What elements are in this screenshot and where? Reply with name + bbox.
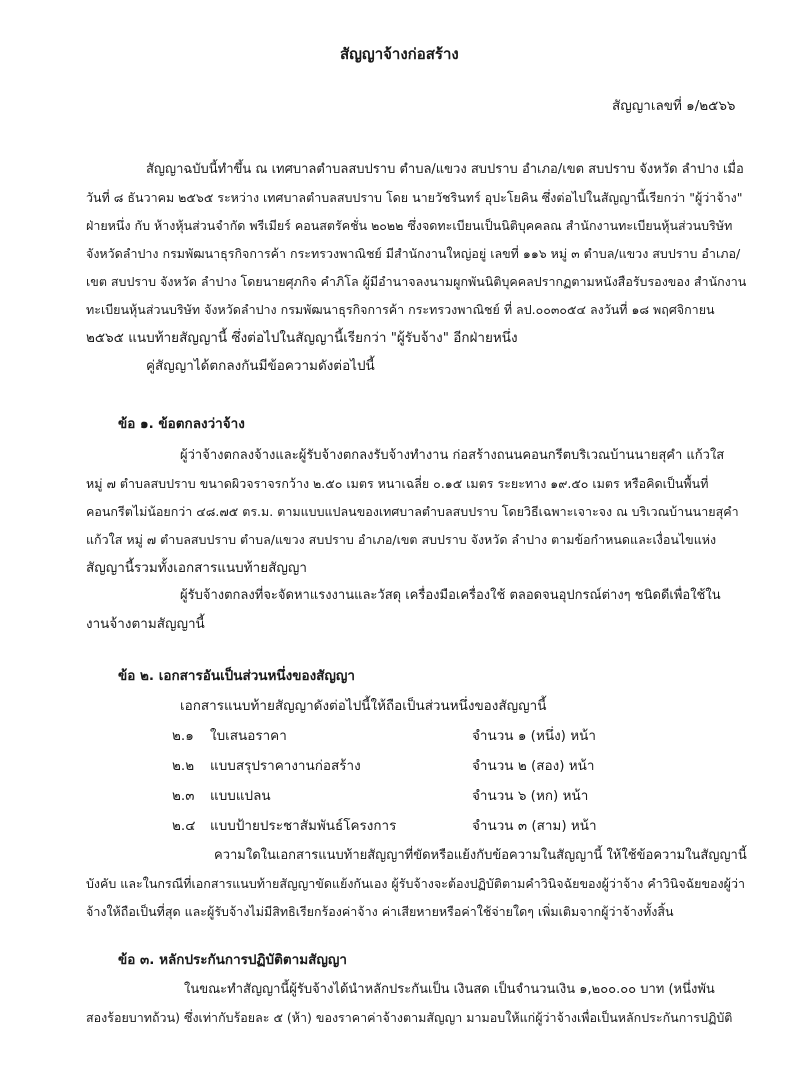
attachment-count: จำนวน ๓ (สาม) หน้า — [472, 818, 597, 834]
attachment-number: ๒.๑ — [172, 728, 194, 744]
attachment-number: ๒.๔ — [172, 818, 196, 834]
contract-number: สัญญาเลขที่ ๑/๒๕๖๖ — [612, 98, 736, 114]
section1-line: ผู้รับจ้างตกลงที่จะจัดหาแรงงานและวัสดุ เครื่องมือเครื่องใช้ ตลอดจนอุปกรณ์ต่างๆ ชนิดดีเพื่อใช้ใน — [180, 588, 721, 603]
intro-line: ฝ่ายหนึ่ง กับ ห้างหุ้นส่วนจำกัด พรีเมียร์ คอนสตรัคชั่น ๒๐๒๒ ซึ่งจดทะเบียนเป็นนิติบุคคลณ สำนักงานทะเบียนหุ้นส่วนบริษัท — [86, 218, 733, 233]
intro-line: ทะเบียนหุ้นส่วนบริษัท จังหวัดลำปาง กรมพัฒนาธุรกิจการค้า กระทรวงพาณิชย์ ที่ ลป.๐๐๓๐๕๔ ลงวันที่ ๑๘ พฤศจิกายน — [86, 302, 715, 317]
attachment-name: แบบแปลน — [210, 788, 271, 804]
section1-line: คอนกรีตไม่น้อยกว่า ๔๘.๗๕ ตร.ม. ตามแบบแปลนของเทศบาลตำบลสบปราบ โดยวิธีเฉพาะเจาะจง ณ บริเวณบ้านนายสุคำ — [86, 504, 739, 519]
intro-line: วันที่ ๘ ธันวาคม ๒๕๖๕ ระหว่าง เทศบาลตำบลสบปราบ โดย นายวัชรินทร์ อุปะโยคิน ซึ่งต่อไปในสัญญานี้เรียกว่า "ผู้ว่าจ้าง" — [86, 190, 743, 205]
attachment-count: จำนวน ๒ (สอง) หน้า — [472, 758, 595, 774]
section1-line: หมู่ ๗ ตำบลสบปราบ ขนาดผิวจราจรกว้าง ๒.๕๐ เมตร หนาเฉลี่ย ๐.๑๕ เมตร ระยะทาง ๑๙.๕๐ เมตร หรือคิดเป็นพื้นที่ — [86, 476, 709, 491]
document-title: สัญญาจ้างก่อสร้าง — [340, 45, 459, 63]
section3-line: ในขณะทำสัญญานี้ผู้รับจ้างได้นำหลักประกันเป็น เงินสด เป็นจำนวนเงิน ๑,๒๐๐.๐๐ บาท (หนึ่งพัน — [184, 982, 715, 997]
section1-line: สัญญานี้รวมทั้งเอกสารแนบท้ายสัญญา — [86, 560, 307, 576]
attachment-name: แบบสรุปราคางานก่อสร้าง — [210, 758, 361, 774]
intro-line: สัญญาฉบับนี้ทำขึ้น ณ เทศบาลตำบลสบปราบ ตำบล/แขวง สบปราบ อำเภอ/เขต สบปราบ จังหวัด ลำปาง เมื่อ — [146, 162, 744, 177]
attachment-name: แบบป้ายประชาสัมพันธ์โครงการ — [210, 818, 397, 834]
intro-line: ๒๕๖๕ แนบท้ายสัญญานี้ ซึ่งต่อไปในสัญญานี้เรียกว่า "ผู้รับจ้าง" อีกฝ่ายหนึ่ง — [86, 330, 518, 346]
attachment-number: ๒.๓ — [172, 788, 195, 804]
section1-line: งานจ้างตามสัญญานี้ — [86, 616, 205, 632]
attachment-name: ใบเสนอราคา — [210, 728, 287, 744]
section-heading-2: ข้อ ๒. เอกสารอันเป็นส่วนหนึ่งของสัญญา — [118, 668, 356, 684]
section2-line: ความใดในเอกสารแนบท้ายสัญญาที่ขัดหรือแย้งกับข้อความในสัญญานี้ ให้ใช้ข้อความในสัญญานี้ — [214, 848, 747, 863]
attachment-count: จำนวน ๖ (หก) หน้า — [472, 788, 589, 804]
attachment-count: จำนวน ๑ (หนึ่ง) หน้า — [472, 728, 596, 744]
section1-line: ผู้ว่าจ้างตกลงจ้างและผู้รับจ้างตกลงรับจ้างทำงาน ก่อสร้างถนนคอนกรีตบริเวณบ้านนายสุคำ แก้วใส — [180, 448, 725, 463]
intro-line: จังหวัดลำปาง กรมพัฒนาธุรกิจการค้า กระทรวงพาณิชย์ มีสำนักงานใหญ่อยู่ เลขที่ ๑๑๖ หมู่ ๓ ตำบล/แขวง สบปราบ อำเภอ/ — [86, 246, 741, 261]
attachment-number: ๒.๒ — [172, 758, 195, 774]
intro-line: คู่สัญญาได้ตกลงกันมีข้อความดังต่อไปนี้ — [146, 358, 375, 374]
section2-line: บังคับ และในกรณีที่เอกสารแนบท้ายสัญญาขัดแย้งกันเอง ผู้รับจ้างจะต้องปฏิบัติตามคำวินิจฉัยของผู้ว่าจ้าง คำวินิจฉัยของผู้ว่า — [86, 876, 746, 891]
section2-line: จ้างให้ถือเป็นที่สุด และผู้รับจ้างไม่มีสิทธิเรียกร้องค่าจ้าง ค่าเสียหายหรือค่าใช้จ่ายใดๆ เพิ่มเติมจากผู้ว่าจ้างทั้งสิ้น — [86, 904, 674, 919]
intro-line: เขต สบปราบ จังหวัด ลำปาง โดยนายศุภกิจ คำภิโล ผู้มีอำนาจลงนามผูกพันนิติบุคคลปรากฏตามหนังสือรับรองของ สำนักงาน — [86, 274, 747, 289]
section1-line: แก้วใส หมู่ ๗ ตำบลสบปราบ ตำบล/แขวง สบปราบ อำเภอ/เขต สบปราบ จังหวัด ลำปาง ตามข้อกำหนดและเงื่อนไขแห่ง — [86, 532, 717, 547]
section-heading-1: ข้อ ๑. ข้อตกลงว่าจ้าง — [118, 416, 245, 432]
section-heading-3: ข้อ ๓. หลักประกันการปฏิบัติตามสัญญา — [118, 952, 347, 968]
section3-line: สองร้อยบาทถ้วน) ซึ่งเท่ากับร้อยละ ๕ (ห้า) ของราคาค่าจ้างตามสัญญา มามอบให้แก่ผู้ว่าจ้างเพื่อเป็นหลักประกันการปฏิบัติ — [86, 1010, 733, 1025]
section2-intro: เอกสารแนบท้ายสัญญาดังต่อไปนี้ให้ถือเป็นส่วนหนึ่งของสัญญานี้ — [180, 698, 547, 714]
